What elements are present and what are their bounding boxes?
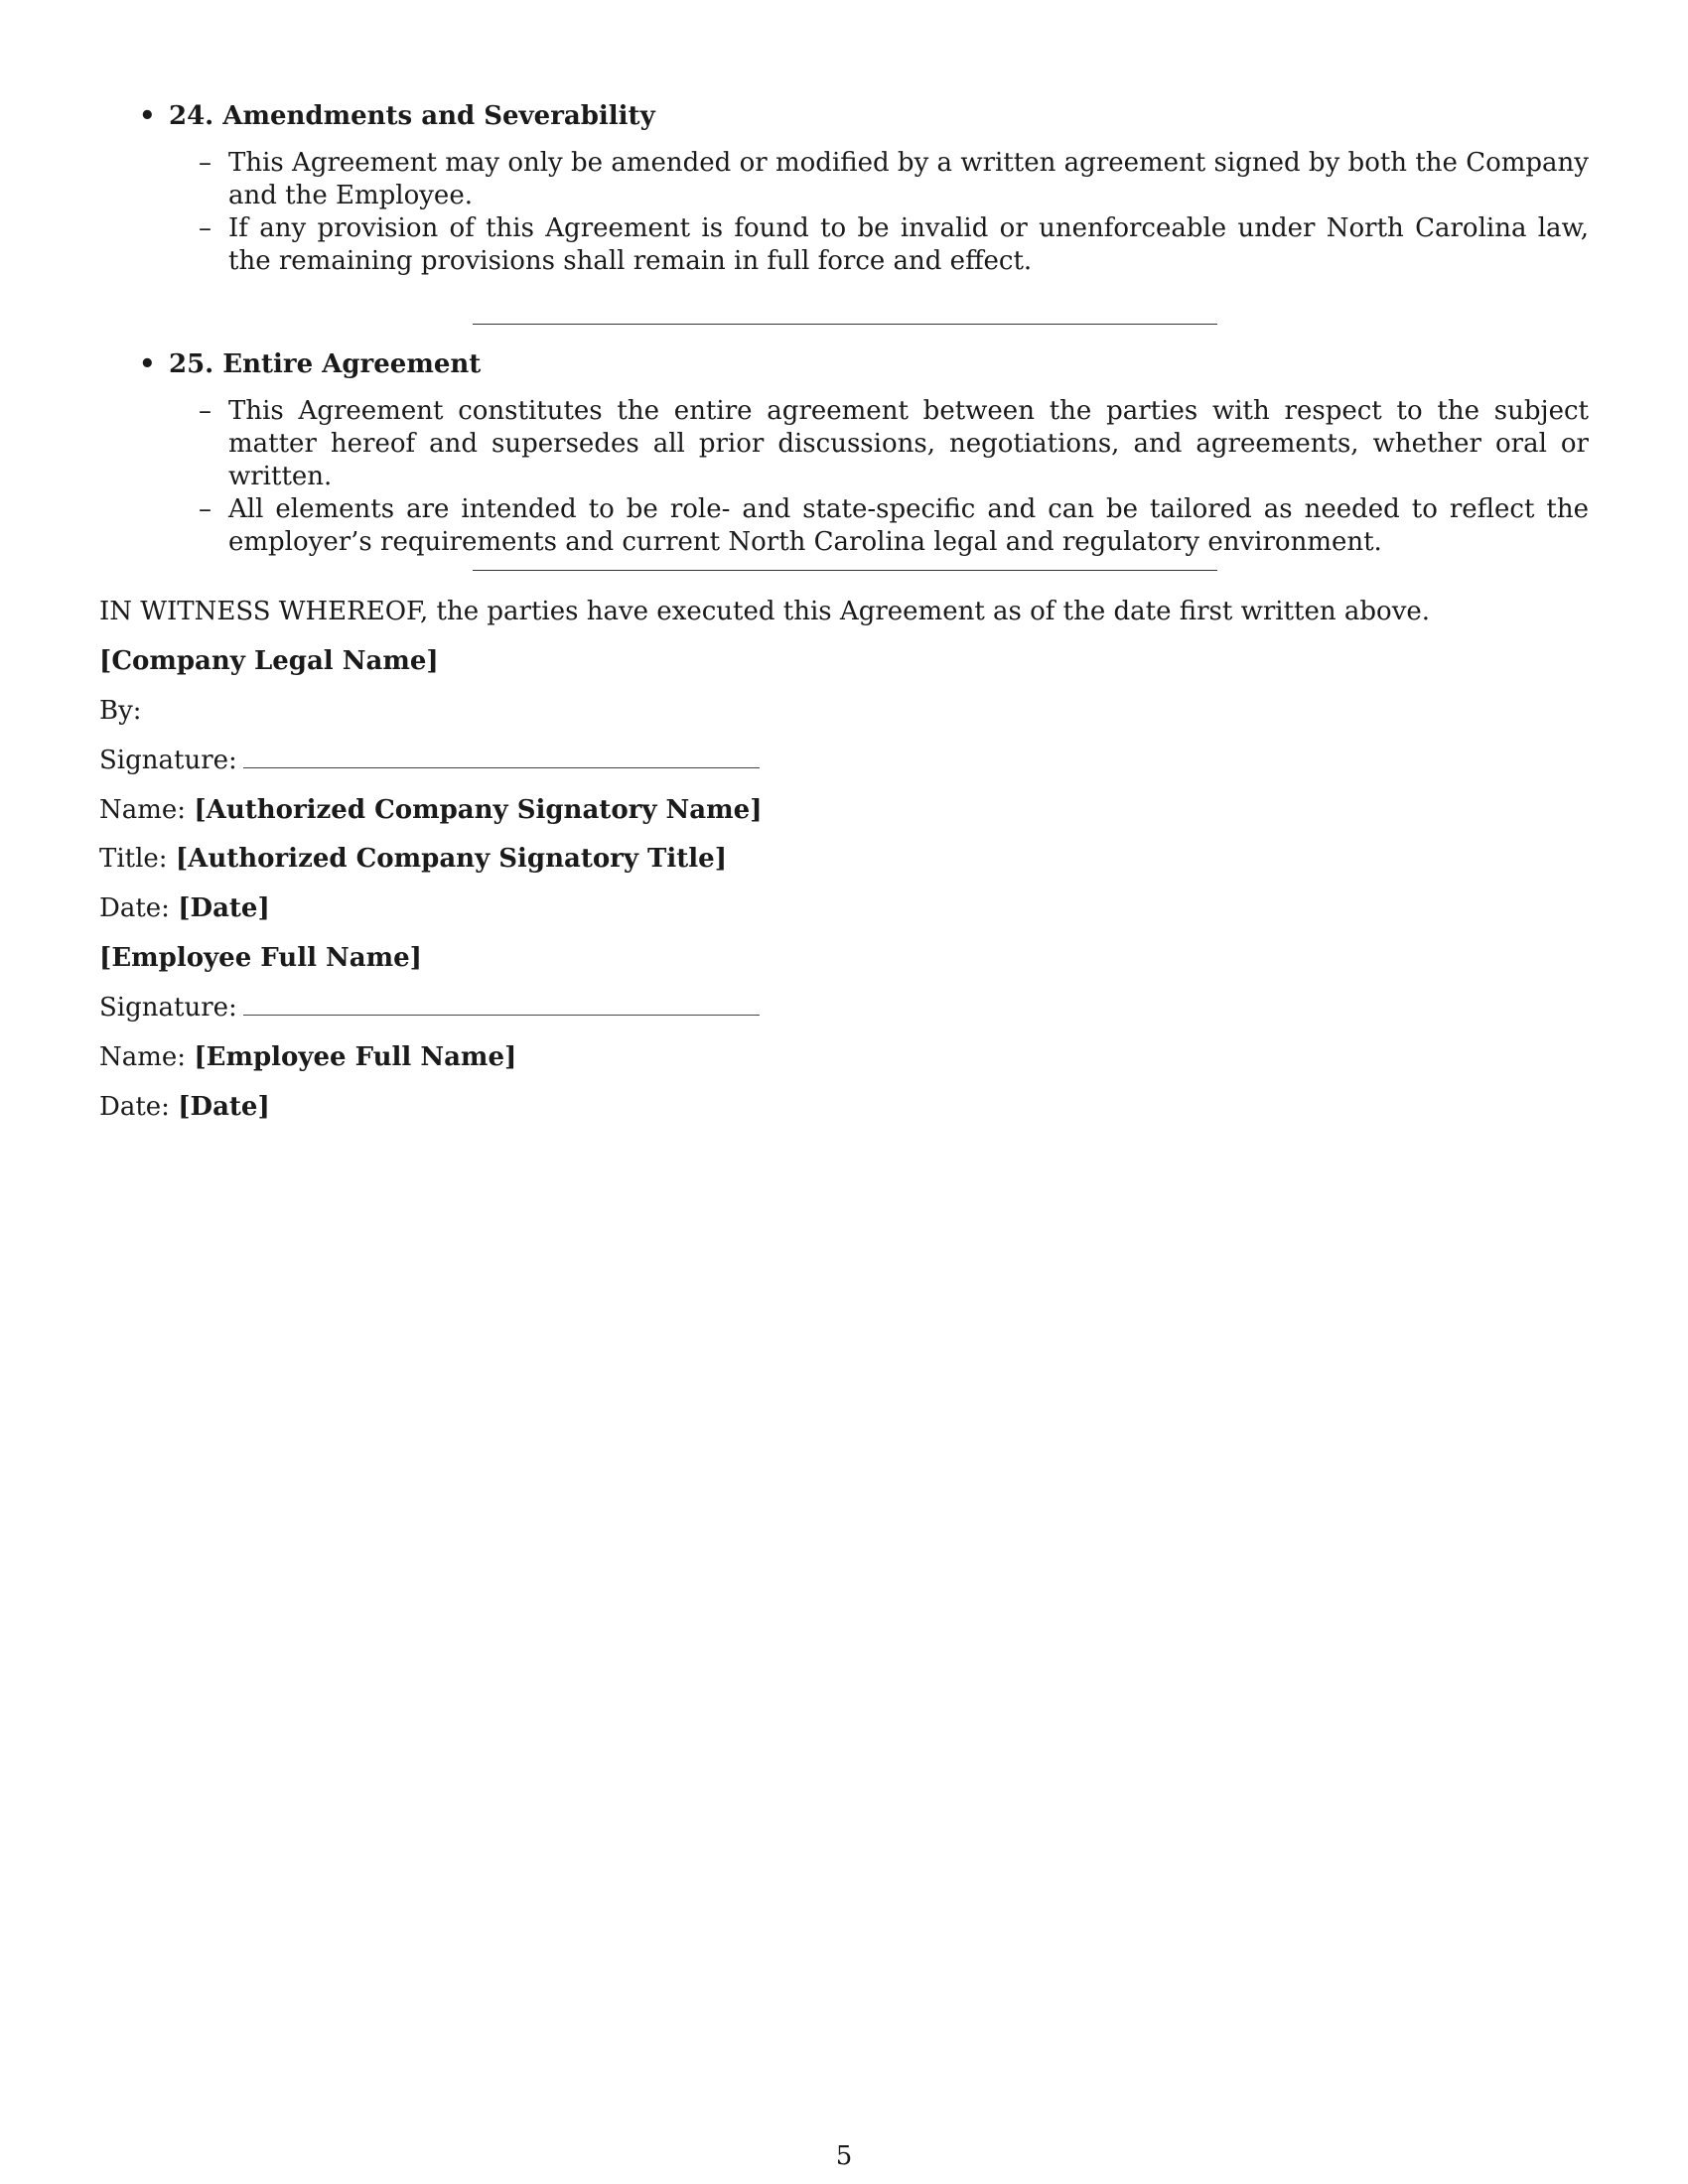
section-25 [139,347,1589,559]
section-divider [473,324,1217,325]
section-24 [139,99,1589,278]
employee-signature-line[interactable] [243,995,760,1016]
list-item-text: If any provision of this Agreement is found to be invalid or unenforceable under North Carolina law, the remaining provisions shall remain in full force and effect. [228,213,1589,276]
employee-signature-row [99,992,760,1024]
name-label: Name: [99,1042,187,1072]
dash-icon: – [199,396,211,426]
list-item [199,212,1589,278]
witness-statement: IN WITNESS WHEREOF, the parties have executed this Agreement as of the date first written above. [99,597,1431,626]
company-date-value: Date [190,893,258,923]
employee-name-value: Employee Full Name [206,1042,504,1072]
bullet-icon: • [139,349,156,379]
employee-name-row: Name: [Employee Full Name] [99,1042,517,1072]
by-label: By: [99,696,142,726]
section-divider [473,570,1217,571]
company-signatory-name: Authorized Company Signatory Name [206,795,751,825]
company-title-row: Title: [Authorized Company Signatory Title] [99,844,727,874]
bullet-icon: • [139,101,156,131]
title-label: Title: [99,844,168,874]
signature-label: Signature: [99,993,237,1023]
section-heading-text: 25. Entire Agreement [169,349,482,379]
company-party-name: [Company Legal Name] [99,646,439,676]
list-item-text: All elements are intended to be role- and state-specific and can be tailored as needed to reflect the employer’s requirements and current North Carolina legal and regulatory environment. [228,494,1589,557]
employee-date-value: Date [190,1092,258,1122]
list-item-text: This Agreement constitutes the entire agreement between the parties with respect to the subject matter hereof and supersedes all prior discussions, negotiations, and agreements, whether oral or written. [228,396,1589,491]
company-signature-line[interactable] [243,748,760,768]
employee-date-row: Date: [Date] [99,1092,270,1122]
company-party-name-text: Company Legal Name [111,646,427,676]
dash-icon: – [199,494,211,524]
section-heading-text: 24. Amendments and Severability [169,101,655,131]
section-heading [139,347,1589,381]
section-heading [139,99,1589,133]
name-label: Name: [99,795,187,825]
company-date-row: Date: [Date] [99,893,270,923]
employee-party-name: [Employee Full Name] [99,943,422,973]
company-signatory-title: Authorized Company Signatory Title [188,844,715,874]
date-label: Date: [99,893,170,923]
signature-label: Signature: [99,746,237,775]
list-item [199,395,1589,493]
page-number: 5 [835,2141,853,2171]
company-name-row: Name: [Authorized Company Signatory Name] [99,795,763,825]
dash-icon: – [199,213,211,243]
company-signature-row [99,745,760,777]
date-label: Date: [99,1092,170,1122]
list-item [199,147,1589,212]
list-item-text: This Agreement may only be amended or modified by a written agreement signed by both the Company and the Employee. [228,148,1589,210]
sub-list [139,395,1589,559]
dash-icon: – [199,148,211,178]
sub-list [139,147,1589,278]
list-item [199,493,1589,559]
employee-party-name-text: Employee Full Name [111,943,410,973]
